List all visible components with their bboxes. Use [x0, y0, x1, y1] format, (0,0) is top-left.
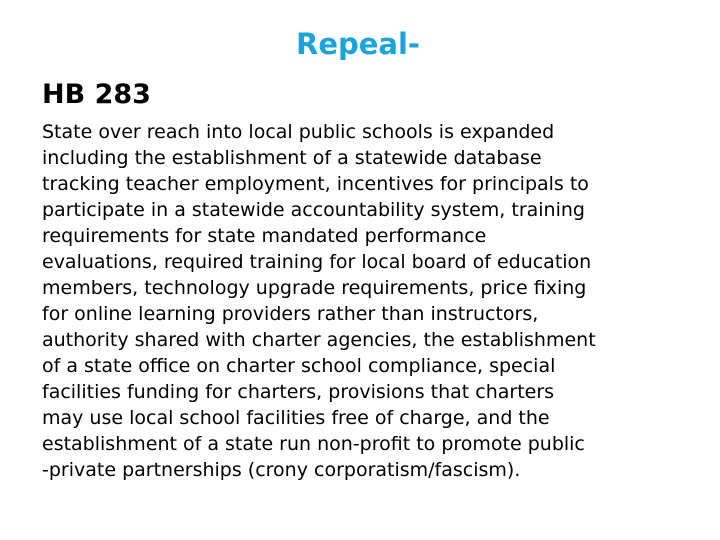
- body-line: establishment of a state run non-profit to promote public: [42, 433, 585, 455]
- slide-body: [42, 119, 682, 483]
- slide-title: Repeal-: [296, 27, 420, 61]
- body-line: members, technology upgrade requirements, price fixing: [42, 277, 587, 299]
- slide-subtitle: HB 283: [42, 79, 151, 110]
- body-line: requirements for state mandated performance: [42, 225, 487, 247]
- body-line: facilities funding for charters, provisions that charters: [42, 381, 555, 403]
- body-line: State over reach into local public schools is expanded: [42, 121, 555, 143]
- body-line: tracking teacher employment, incentives for principals to: [42, 173, 589, 195]
- body-line: for online learning providers rather than instructors,: [42, 303, 539, 325]
- body-line: -private partnerships (crony corporatism/fascism).: [42, 459, 521, 481]
- body-line: of a state office on charter school compliance, special: [42, 355, 556, 377]
- body-line: participate in a statewide accountability system, training: [42, 199, 585, 221]
- body-line: including the establishment of a statewide database: [42, 147, 542, 169]
- body-line: may use local school facilities free of charge, and the: [42, 407, 550, 429]
- body-line: authority shared with charter agencies, the establishment: [42, 329, 596, 351]
- body-line: evaluations, required training for local board of education: [42, 251, 592, 273]
